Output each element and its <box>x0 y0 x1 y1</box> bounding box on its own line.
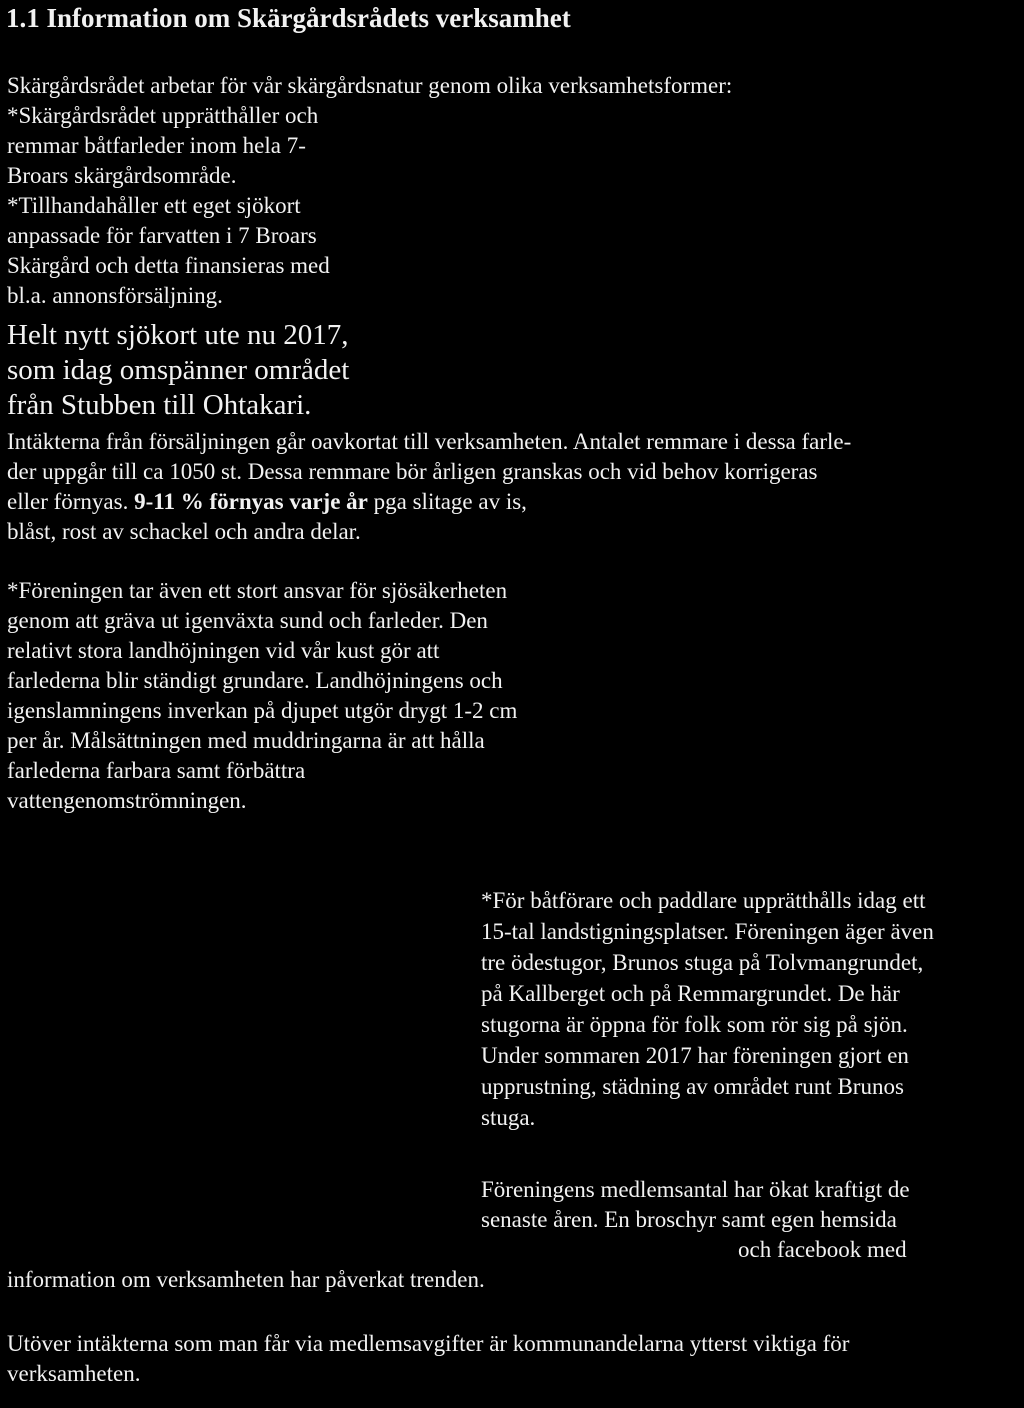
text-line: från Stubben till Ohtakari. <box>7 389 312 421</box>
text-line: Under sommaren 2017 har föreningen gjort en <box>481 1043 909 1068</box>
text-line: 15-tal landstigningsplatser. Föreningen äger även <box>481 919 934 944</box>
text-line: anpassade för farvatten i 7 Broars <box>7 223 317 248</box>
intro-paragraph: Skärgårdsrådet arbetar för vår skärgårdsnatur genom olika verksamhetsformer: <box>7 73 733 98</box>
text-line: stugorna är öppna för folk som rör sig på sjön. <box>481 1012 908 1037</box>
text-line: *För båtförare och paddlare upprätthålls idag ett <box>481 888 926 913</box>
text-line: per år. Målsättningen med muddringarna är att hålla <box>7 728 485 753</box>
text-line: farlederna blir ständigt grundare. Landhöjningens och <box>7 668 503 693</box>
text-line: *Föreningen tar även ett stort ansvar för sjösäkerheten <box>7 578 508 603</box>
renewal-rate-emphasis: 9-11 % förnyas varje år <box>134 489 368 514</box>
text-line: *Skärgårdsrådet upprätthåller och <box>7 103 319 128</box>
text-line: blåst, rost av schackel och andra delar. <box>7 519 361 544</box>
text-line: igenslamningens inverkan på djupet utgör drygt 1-2 cm <box>7 698 518 723</box>
text-line: Utöver intäkterna som man får via medlemsavgifter är kommunandelarna ytterst viktiga för <box>7 1331 850 1356</box>
text-line: upprustning, städning av området runt Brunos <box>481 1074 904 1099</box>
text-line: och facebook med <box>738 1237 907 1262</box>
text-line: farlederna farbara samt förbättra <box>7 758 306 783</box>
text-line: remmar båtfarleder inom hela 7- <box>7 133 306 158</box>
text-span: eller förnyas. <box>7 489 135 514</box>
text-line: Intäkterna från försäljningen går oavkortat till verksamheten. Antalet remmare i dessa farle- <box>7 429 852 454</box>
text-line: Skärgård och detta finansieras med <box>7 253 330 278</box>
text-line: vattengenomströmningen. <box>7 788 247 813</box>
text-line: Föreningens medlemsantal har ökat kraftigt de <box>481 1177 910 1202</box>
text-line: genom att gräva ut igenväxta sund och farleder. Den <box>7 608 488 633</box>
text-line: Helt nytt sjökort ute nu 2017, <box>7 319 349 351</box>
text-line: relativt stora landhöjningen vid vår kust gör att <box>7 638 440 663</box>
text-line: senaste åren. En broschyr samt egen hemsida <box>481 1207 897 1232</box>
text-line: tre ödestugor, Brunos stuga på Tolvmangrundet, <box>481 950 924 975</box>
text-span: pga slitage av is, <box>367 489 527 514</box>
page-title: 1.1 Information om Skärgårdsrådets verksamhet <box>6 3 571 33</box>
text-line: Broars skärgårdsområde. <box>7 163 237 188</box>
text-line: på Kallberget och på Remmargrundet. De här <box>481 981 900 1006</box>
text-line: information om verksamheten har påverkat trenden. <box>7 1267 485 1292</box>
text-line: bl.a. annonsförsäljning. <box>7 283 223 308</box>
text-line: stuga. <box>481 1105 536 1130</box>
text-line: som idag omspänner området <box>7 354 350 386</box>
text-line: der uppgår till ca 1050 st. Dessa remmare bör årligen granskas och vid behov korrigeras <box>7 459 818 484</box>
text-line: *Tillhandahåller ett eget sjökort <box>7 193 301 218</box>
text-line <box>7 488 527 516</box>
text-line: verksamheten. <box>7 1361 141 1386</box>
